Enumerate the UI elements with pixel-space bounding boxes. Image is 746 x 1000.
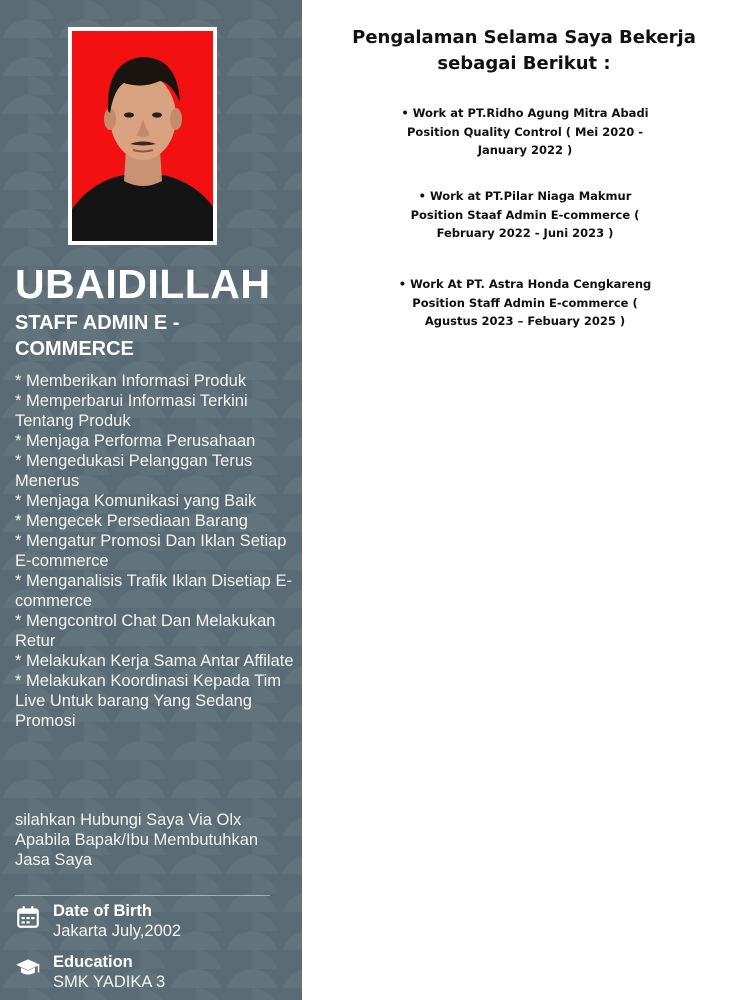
contact-note: silahkan Hubungi Saya Via Olx Apabila Bapak/Ibu Membutuhkan Jasa Saya xyxy=(15,811,259,869)
profile-role: STAFF ADMIN E - COMMERCE xyxy=(15,312,180,360)
dob-value: Jakarta July,2002 xyxy=(53,922,182,940)
duty-item: * Menganalisis Trafik Iklan Disetiap E-commerce xyxy=(15,572,292,610)
job-entry: • Work at PT.Pilar Niaga Makmur Position Staaf Admin E-commerce ( February 2022 - Juni 2023 ) xyxy=(410,189,640,240)
education-label: Education xyxy=(53,953,133,971)
duty-item: * Mengatur Promosi Dan Iklan Setiap E-commerce xyxy=(15,532,287,570)
job-entry: • Work at PT.Ridho Agung Mitra Abadi Position Quality Control ( Mei 2020 - January 2022 ) xyxy=(401,106,649,157)
duty-item: * Mengedukasi Pelanggan Terus Menerus xyxy=(15,452,253,490)
duty-item: * Menjaga Komunikasi yang Baik xyxy=(15,492,257,510)
duty-item: * Melakukan Koordinasi Kepada Tim Live Untuk barang Yang Sedang Promosi xyxy=(15,672,281,730)
duty-item: * Melakukan Kerja Sama Antar Affilate xyxy=(15,652,294,670)
duty-item: * Memperbarui Informasi Terkini Tentang Produk xyxy=(15,392,248,430)
dob-label: Date of Birth xyxy=(53,902,152,920)
graduation-cap-icon xyxy=(15,955,41,981)
profile-photo-frame xyxy=(68,27,217,245)
duty-item: * Mengecek Persediaan Barang xyxy=(15,512,248,530)
experience-heading: Pengalaman Selama Saya Bekerja sebagai Berikut : xyxy=(352,27,696,74)
job-entry: • Work At PT. Astra Honda Cengkareng Position Staff Admin E-commerce ( Agustus 2023 – Febuary 2025 ) xyxy=(398,277,652,328)
profile-name: UBAIDILLAH xyxy=(15,261,271,307)
divider xyxy=(15,895,270,896)
calendar-icon xyxy=(15,904,41,930)
duty-item: * Mengcontrol Chat Dan Melakukan Retur xyxy=(15,612,276,650)
education-value: SMK YADIKA 3 xyxy=(53,973,166,991)
duty-item: * Menjaga Performa Perusahaan xyxy=(15,432,256,450)
experience-section xyxy=(302,0,746,1000)
duties-list xyxy=(15,371,297,731)
sidebar xyxy=(0,0,302,1000)
profile-photo xyxy=(72,31,213,241)
duty-item: * Memberikan Informasi Produk xyxy=(15,372,247,390)
